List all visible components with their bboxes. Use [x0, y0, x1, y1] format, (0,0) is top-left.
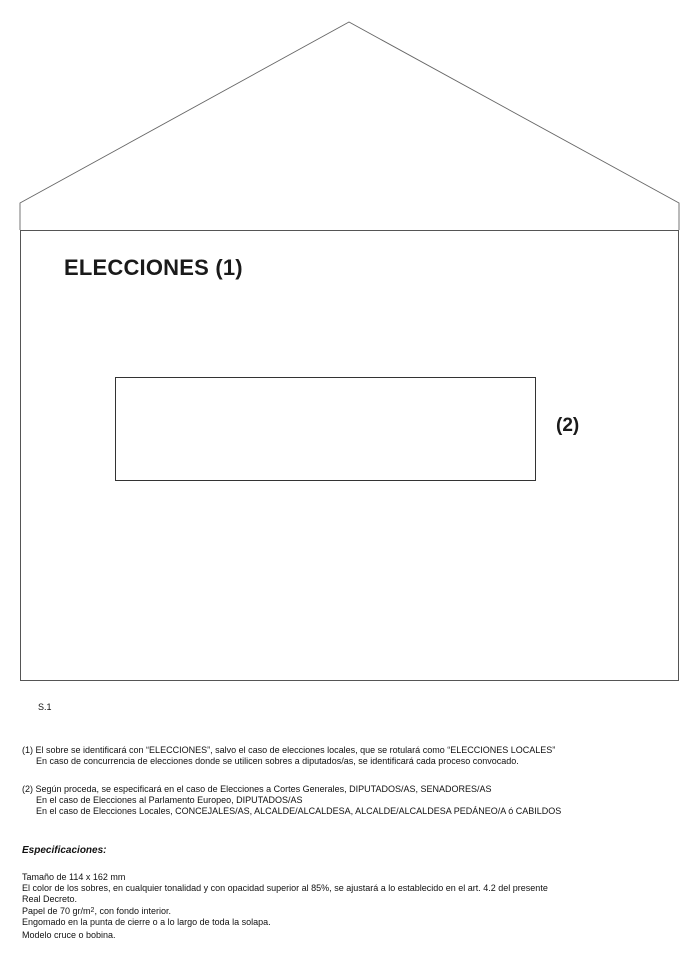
footnote-2-line-1: (2) Según proceda, se especificará en el caso de Elecciones a Cortes Generales, DIPUTADOS/AS, SENADORES/AS: [22, 784, 492, 794]
spec-model: Modelo cruce o bobina.: [22, 930, 116, 940]
spec-paper: [22, 905, 692, 917]
footnote-1-line-2: En caso de concurrencia de elecciones donde se utilicen sobres a diputados/as, se identificará cada proceso convocado.: [36, 756, 519, 766]
specifications-list: [22, 872, 692, 941]
envelope-flap: [0, 0, 700, 240]
footnote-2: [22, 784, 692, 817]
flap-outline: [20, 22, 679, 230]
address-window: [115, 377, 536, 481]
footnote-2-line-3: En el caso de Elecciones Locales, CONCEJALES/AS, ALCALDE/ALCALDESA, ALCALDE/ALCALDESA PEDÁNEO/A ó CABILDOS: [36, 806, 562, 816]
spec-color-cont: Real Decreto.: [22, 894, 78, 904]
footnote-2-line-2: En el caso de Elecciones al Parlamento Europeo, DIPUTADOS/AS: [36, 795, 303, 805]
footnote-1: [22, 745, 692, 767]
spec-paper-sup: 2: [90, 907, 95, 914]
envelope-title: ELECCIONES (1): [64, 255, 243, 280]
spec-glue: Engomado en la punta de cierre o a lo largo de toda la solapa.: [22, 917, 271, 927]
specifications-heading: Especificaciones:: [22, 845, 107, 856]
spec-color: El color de los sobres, en cualquier tonalidad y con opacidad superior al 85%, se ajustará a lo establecido en el art. 4.2 del presente: [22, 883, 548, 893]
model-code: S.1: [38, 702, 52, 712]
spec-size: Tamaño de 114 x 162 mm: [22, 872, 126, 882]
spec-paper-post: , con fondo interior.: [94, 906, 172, 916]
footnote-1-line-1: (1) El sobre se identificará con “ELECCIONES”, salvo el caso de elecciones locales, que se rotulará como “ELECCIONES LOCALES”: [22, 745, 556, 755]
window-note-marker: (2): [556, 415, 580, 436]
spec-paper-text: Papel de 70 gr/m: [22, 906, 91, 916]
